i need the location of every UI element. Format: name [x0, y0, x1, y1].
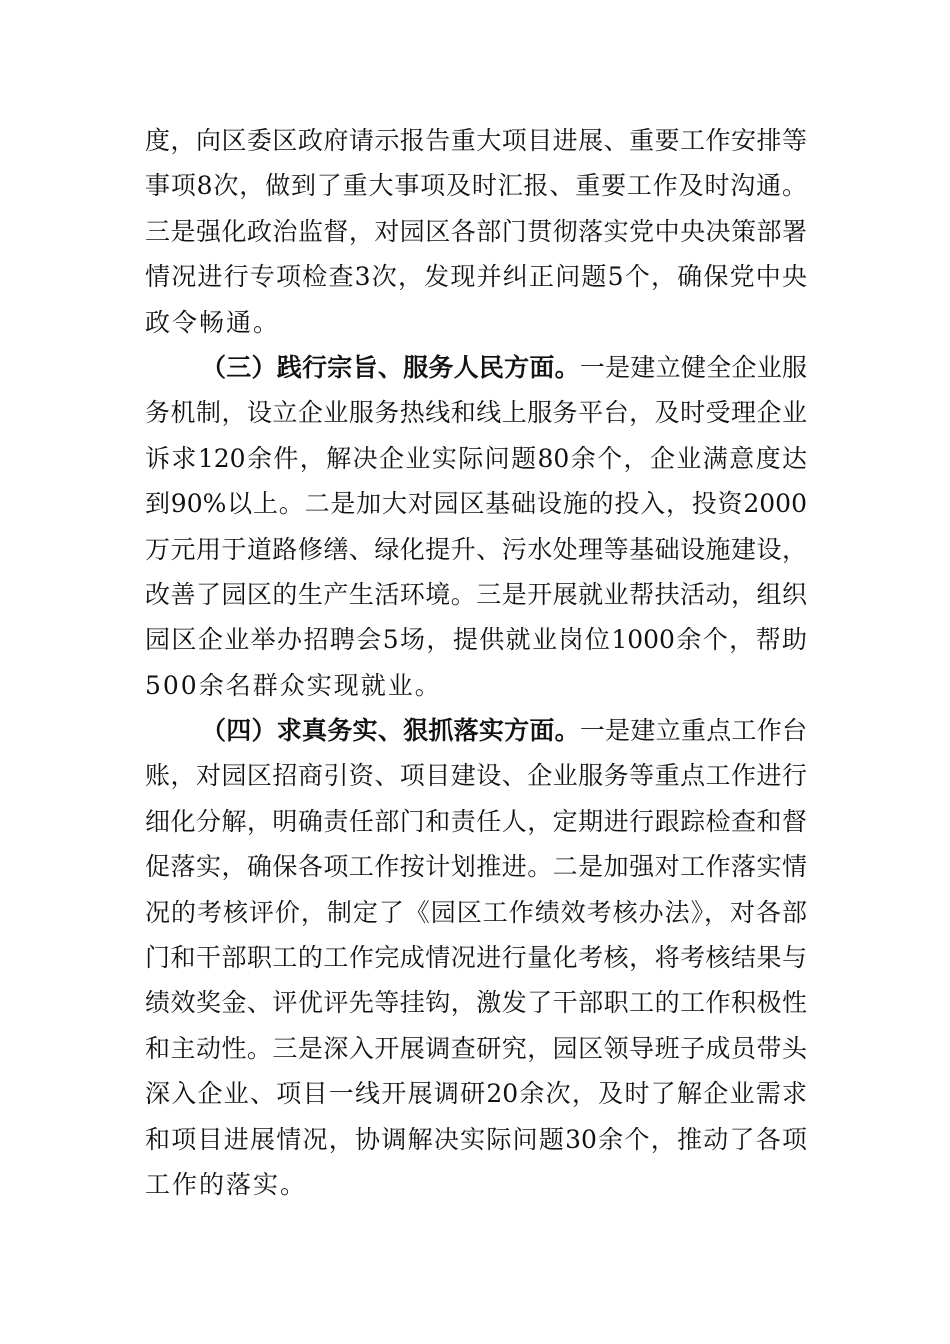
text-line: 到90%以上。二是加大对园区基础设施的投入，投资2000 — [145, 489, 807, 519]
text-line: 万元用于道路修缮、绿化提升、污水处理等基础设施建设， — [145, 534, 807, 564]
text-line: 和主动性。三是深入开展调查研究，园区领导班子成员带头 — [145, 1033, 807, 1063]
section-heading-4: （四）求真务实、狠抓落实方面。 — [201, 716, 580, 746]
text-line: 改善了园区的生产生活环境。三是开展就业帮扶活动，组织 — [145, 579, 807, 609]
text-line: 账，对园区招商引资、项目建设、企业服务等重点工作进行 — [145, 761, 807, 791]
text-line: 和项目进展情况，协调解决实际问题30余个，推动了各项 — [145, 1124, 807, 1154]
paragraph-first-line — [145, 345, 807, 390]
text-line: 事项8次，做到了重大事项及时汇报、重要工作及时沟通。 — [145, 171, 807, 201]
text-line: 细化分解，明确责任部门和责任人，定期进行跟踪检查和督 — [145, 806, 807, 836]
text-line: 园区企业举办招聘会5场，提供就业岗位1000余个，帮助 — [145, 625, 807, 655]
text-line: 500余名群众实现就业。 — [145, 670, 442, 700]
text-line: 深入企业、项目一线开展调研20余次，及时了解企业需求 — [145, 1079, 807, 1109]
text-line: 促落实，确保各项工作按计划推进。二是加强对工作落实情 — [145, 852, 807, 882]
text-line: 况的考核评价，制定了《园区工作绩效考核办法》，对各部 — [145, 897, 807, 927]
text-line: 绩效奖金、评优评先等挂钩，激发了干部职工的工作积极性 — [145, 988, 807, 1018]
text-line: 门和干部职工的工作完成情况进行量化考核，将考核结果与 — [145, 943, 807, 973]
section-heading-3: （三）践行宗旨、服务人民方面。 — [201, 352, 580, 382]
text-line: 政令畅通。 — [145, 307, 281, 337]
text-run: 一是建立重点工作台 — [579, 716, 807, 746]
paragraph-first-line — [145, 708, 807, 753]
text-line: 诉求120余件，解决企业实际问题80余个，企业满意度达 — [145, 443, 807, 473]
text-line: 度，向区委区政府请示报告重大项目进展、重要工作安排等 — [145, 126, 807, 155]
text-line: 情况进行专项检查3次，发现并纠正问题5个，确保党中央 — [145, 262, 807, 292]
text-line: 三是强化政治监督，对园区各部门贯彻落实党中央决策部署 — [145, 216, 807, 246]
text-line: 工作的落实。 — [145, 1169, 308, 1199]
text-line: 务机制，设立企业服务热线和线上服务平台，及时受理企业 — [145, 398, 807, 428]
text-run: 一是建立健全企业服 — [579, 352, 807, 382]
document-page — [145, 118, 807, 1207]
